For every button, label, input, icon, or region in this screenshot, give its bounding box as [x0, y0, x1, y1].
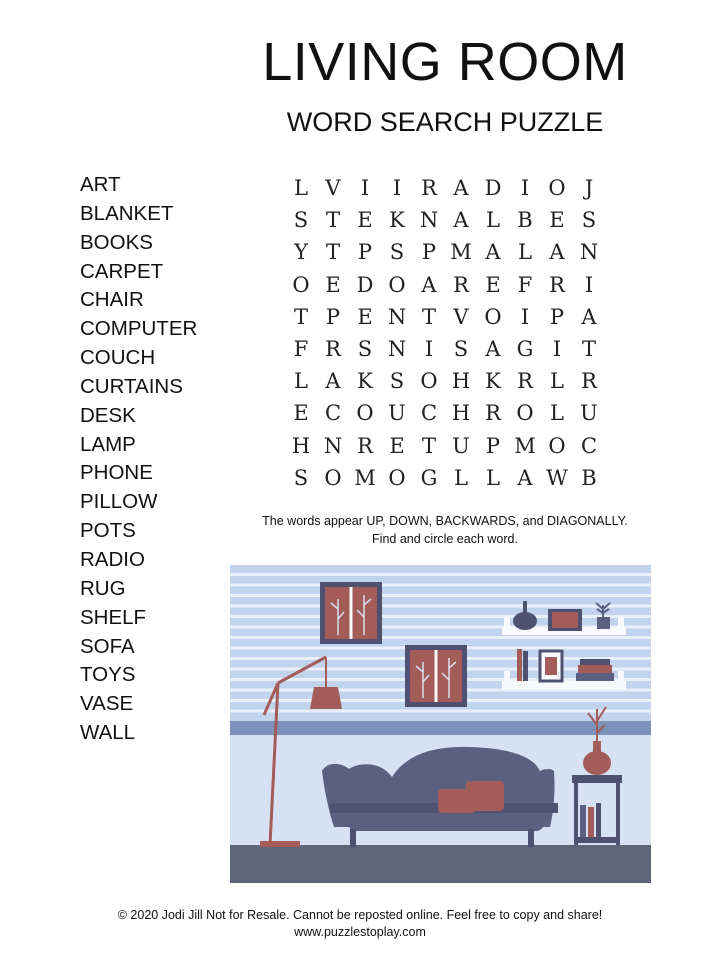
grid-letter[interactable]: M — [450, 240, 472, 265]
grid-letter[interactable]: E — [389, 433, 405, 458]
grid-letter[interactable]: P — [325, 304, 341, 329]
grid-letter[interactable]: K — [485, 369, 501, 394]
grid-letter[interactable]: O — [324, 465, 342, 490]
grid-letter[interactable]: P — [549, 304, 565, 329]
grid-letter[interactable]: A — [485, 336, 501, 361]
grid-letter[interactable]: A — [421, 272, 437, 297]
grid-letter[interactable]: E — [357, 208, 373, 233]
word-list-item: CARPET — [80, 259, 164, 283]
wall-stripe — [230, 710, 651, 713]
grid-letter[interactable]: N — [387, 336, 407, 361]
grid-letter[interactable]: E — [485, 272, 501, 297]
grid-letter[interactable]: R — [581, 369, 597, 394]
grid-letter[interactable]: R — [549, 272, 565, 297]
word-list-item: PHONE — [80, 461, 153, 485]
grid-letter[interactable]: R — [421, 176, 437, 200]
grid-letter[interactable]: O — [420, 369, 438, 394]
word-list-item: PILLOW — [80, 490, 158, 514]
grid-letter[interactable]: L — [486, 465, 500, 490]
grid-letter[interactable]: V — [453, 304, 469, 329]
grid-letter[interactable]: M — [514, 433, 536, 458]
grid-letter[interactable]: R — [517, 369, 533, 394]
grid-letter[interactable]: B — [517, 208, 533, 233]
grid-letter[interactable]: N — [419, 208, 439, 233]
grid-letter[interactable]: C — [420, 401, 438, 426]
grid-letter[interactable]: L — [550, 369, 564, 394]
grid-letter[interactable]: S — [293, 465, 309, 490]
grid-letter[interactable]: S — [389, 240, 405, 265]
footer — [0, 907, 720, 941]
word-list-item: BLANKET — [80, 201, 174, 225]
grid-letter[interactable]: O — [484, 304, 502, 329]
word-list-item: DESK — [80, 403, 136, 427]
grid-letter[interactable]: R — [357, 433, 373, 458]
grid-letter[interactable]: I — [520, 304, 530, 329]
grid-letter[interactable]: K — [389, 208, 405, 233]
grid-row — [285, 397, 605, 429]
grid-letter[interactable]: L — [550, 401, 564, 426]
grid-letter[interactable]: I — [424, 336, 434, 361]
grid-letter[interactable]: O — [388, 272, 406, 297]
grid-letter[interactable]: T — [293, 304, 308, 329]
word-list-item: COMPUTER — [80, 317, 198, 341]
grid-letter[interactable]: G — [420, 465, 438, 490]
grid-letter[interactable]: C — [324, 401, 342, 426]
grid-letter[interactable]: R — [485, 401, 501, 426]
grid-letter[interactable]: L — [518, 240, 532, 265]
grid-row — [285, 236, 605, 268]
website-url: www.puzzlestoplay.com — [294, 925, 426, 939]
grid-letter[interactable]: P — [421, 240, 437, 265]
grid-letter[interactable]: L — [294, 369, 308, 394]
grid-letter[interactable]: A — [453, 176, 469, 200]
grid-letter[interactable]: I — [552, 336, 562, 361]
word-list-item: TOYS — [80, 663, 136, 687]
grid-letter[interactable]: U — [580, 401, 598, 426]
grid-letter[interactable]: L — [486, 208, 500, 233]
word-list-item: COUCH — [80, 346, 156, 370]
wall-stripe — [230, 573, 651, 576]
instructions — [240, 512, 650, 548]
grid-letter[interactable]: F — [293, 336, 309, 361]
word-list-item: CURTAINS — [80, 374, 183, 398]
grid-letter[interactable]: H — [451, 369, 471, 394]
wall-stripe — [230, 605, 651, 608]
grid-letter[interactable]: V — [325, 176, 341, 200]
grid-letter[interactable]: L — [454, 465, 468, 490]
wall-stripe — [230, 636, 651, 639]
grid-letter[interactable]: H — [451, 401, 471, 426]
grid-letter[interactable]: A — [581, 304, 597, 329]
grid-letter[interactable]: A — [517, 465, 533, 490]
grid-letter[interactable]: N — [387, 304, 407, 329]
grid-row — [285, 301, 605, 333]
grid-letter[interactable]: E — [357, 304, 373, 329]
grid-letter[interactable]: A — [485, 240, 501, 265]
grid-letter[interactable]: Y — [294, 240, 308, 265]
grid-letter[interactable]: H — [291, 433, 311, 458]
page-subtitle: WORD SEARCH PUZZLE — [286, 107, 604, 137]
grid-letter[interactable]: J — [584, 176, 594, 200]
grid-letter[interactable]: O — [548, 433, 566, 458]
chair-rail — [230, 721, 651, 735]
word-list-item: BOOKS — [80, 230, 153, 254]
grid-letter[interactable]: S — [389, 369, 405, 394]
word-list-item: CHAIR — [80, 288, 144, 312]
grid-letter[interactable]: A — [453, 208, 469, 233]
word-list-item: RUG — [80, 576, 126, 600]
page-title: LIVING ROOM — [262, 32, 628, 92]
grid-letter[interactable]: U — [388, 401, 406, 426]
grid-letter[interactable]: B — [581, 465, 597, 490]
grid-letter[interactable]: I — [392, 176, 402, 200]
grid-letter[interactable]: E — [549, 208, 565, 233]
word-list-item: RADIO — [80, 547, 145, 571]
wall-stripe — [230, 594, 651, 597]
grid-letter[interactable]: O — [516, 401, 534, 426]
instructions-line-1: The words appear UP, DOWN, BACKWARDS, and DIAGONALLY. — [262, 514, 628, 528]
instructions-line-2: Find and circle each word. — [372, 532, 518, 546]
grid-letter[interactable]: O — [356, 401, 374, 426]
grid-letter[interactable]: P — [485, 433, 501, 458]
grid-row — [285, 269, 605, 301]
word-list-item: LAMP — [80, 432, 136, 456]
grid-letter[interactable]: E — [325, 272, 341, 297]
grid-letter[interactable]: I — [584, 272, 594, 297]
copyright-notice: © 2020 Jodi Jill Not for Resale. Cannot be reposted online. Feel free to copy and share! — [117, 908, 603, 922]
grid-row — [285, 204, 605, 236]
grid-letter[interactable]: I — [520, 176, 530, 200]
wall-stripe — [230, 615, 651, 618]
grid-row — [285, 365, 605, 397]
grid-letter[interactable]: G — [516, 336, 534, 361]
word-list-item: WALL — [80, 721, 136, 745]
grid-letter[interactable]: L — [294, 176, 308, 200]
grid-letter[interactable]: W — [546, 465, 568, 490]
grid-letter[interactable]: N — [579, 240, 599, 265]
grid-row — [285, 333, 605, 365]
grid-letter[interactable]: A — [325, 369, 341, 394]
word-list-item: SOFA — [80, 634, 135, 658]
grid-letter[interactable]: O — [292, 272, 310, 297]
word-list-item: SHELF — [80, 605, 147, 629]
grid-letter[interactable]: R — [453, 272, 469, 297]
grid-row — [285, 430, 605, 462]
grid-letter[interactable]: S — [357, 336, 373, 361]
letter-grid — [285, 172, 605, 494]
living-room-illustration — [230, 565, 651, 883]
grid-letter[interactable]: I — [360, 176, 370, 200]
grid-letter[interactable]: P — [357, 240, 373, 265]
grid-row — [285, 462, 605, 494]
grid-letter[interactable]: T — [421, 433, 436, 458]
grid-letter[interactable]: R — [325, 336, 341, 361]
grid-row — [285, 172, 605, 204]
word-list-item: ART — [80, 173, 121, 196]
word-list-item: VASE — [80, 692, 134, 716]
floor — [230, 845, 651, 883]
grid-letter[interactable]: D — [484, 176, 502, 200]
grid-letter[interactable]: T — [325, 240, 340, 265]
grid-letter[interactable]: T — [581, 336, 596, 361]
grid-letter[interactable]: O — [548, 176, 566, 200]
grid-letter[interactable]: S — [453, 336, 469, 361]
word-list — [80, 171, 197, 748]
grid-letter[interactable]: K — [357, 369, 373, 394]
grid-letter[interactable]: O — [388, 465, 406, 490]
picture-frame-lower — [405, 645, 467, 707]
grid-letter[interactable]: S — [581, 208, 597, 233]
grid-letter[interactable]: T — [325, 208, 340, 233]
grid-letter[interactable]: F — [517, 272, 533, 297]
grid-letter[interactable]: S — [293, 208, 309, 233]
picture-frame-upper — [320, 582, 382, 644]
word-list-item: POTS — [80, 519, 136, 543]
grid-letter[interactable]: C — [580, 433, 598, 458]
grid-letter[interactable]: A — [549, 240, 565, 265]
grid-letter[interactable]: U — [452, 433, 470, 458]
grid-letter[interactable]: M — [354, 465, 376, 490]
grid-letter[interactable]: N — [323, 433, 343, 458]
grid-letter[interactable]: E — [293, 401, 309, 426]
grid-letter[interactable]: D — [356, 272, 374, 297]
wall-stripe — [230, 584, 651, 587]
grid-letter[interactable]: T — [421, 304, 436, 329]
